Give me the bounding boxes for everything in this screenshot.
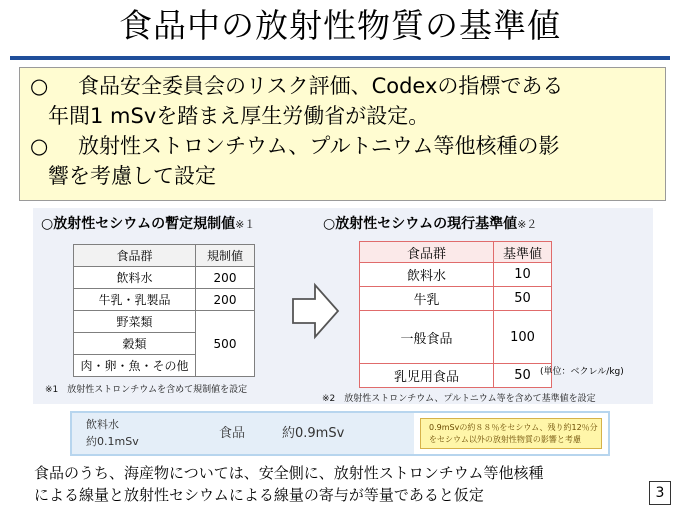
- table-header-row: [74, 245, 255, 267]
- table-row: [360, 287, 552, 311]
- dose-allocation-bar: [70, 411, 610, 456]
- col-header-value: 規制値: [196, 245, 255, 267]
- food-dose-value: 約0.9mSv: [282, 426, 345, 441]
- provisional-heading: [41, 213, 255, 233]
- footnote-mark: ※２: [517, 218, 538, 231]
- provisional-heading-text: ○放射性セシウムの暫定規制値: [41, 216, 236, 232]
- unit-label: (単位：ベクレル/kg): [540, 367, 624, 377]
- note-line: をセシウム以外の放射性物質の影響と考慮: [429, 435, 581, 444]
- statement-line: 食品のうち、海産物については、安全側に、放射性ストロンチウム等他核種: [34, 464, 544, 482]
- food-name: 穀類: [74, 333, 196, 355]
- table-header-row: [360, 242, 552, 263]
- current-footnote: ※2 放射性ストロンチウム、プルトニウム等を含めて基準値を設定: [322, 394, 596, 404]
- summary-text: 食品安全委員会のリスク評価、Codexの指標である: [78, 74, 564, 98]
- footnote-mark: ※１: [235, 218, 256, 231]
- limit-value: 50: [494, 364, 552, 388]
- water-dose-label: 飲料水: [86, 418, 119, 431]
- summary-text: 年間1 mSvを踏まえ厚生労働省が設定。: [48, 104, 430, 128]
- limit-value: 500: [196, 311, 255, 377]
- provisional-table: [73, 244, 255, 377]
- food-name: 野菜類: [74, 311, 196, 333]
- food-name: 一般食品: [360, 311, 494, 364]
- limit-value: 200: [196, 289, 255, 311]
- page-number: 3: [649, 481, 671, 505]
- cesium-share-note: [420, 418, 602, 449]
- table-row: [74, 311, 255, 333]
- table-row: [74, 267, 255, 289]
- table-row: [360, 364, 552, 388]
- title-underline: [10, 56, 670, 60]
- bottom-statement: [34, 462, 544, 506]
- table-row: [360, 311, 552, 364]
- bullet-marker: ○: [30, 134, 49, 158]
- statement-line: による線量と放射性セシウムによる線量の寄与が等量であると仮定: [34, 486, 484, 504]
- summary-line-3: [30, 131, 655, 161]
- summary-text: 放射性ストロンチウム、プルトニウム等他核種の影: [78, 134, 560, 158]
- col-header-food: 食品群: [360, 242, 494, 263]
- slide-title: 食品中の放射性物質の基準値: [119, 6, 561, 45]
- provisional-footnote: ※1 放射性ストロンチウムを含めて規制値を設定: [45, 385, 248, 395]
- limit-value: 50: [494, 287, 552, 311]
- food-dose-label: 食品: [219, 426, 246, 441]
- bullet-marker: ○: [30, 74, 49, 98]
- food-name: 牛乳・乳製品: [74, 289, 196, 311]
- limit-value: 200: [196, 267, 255, 289]
- limit-value: 100: [494, 311, 552, 364]
- note-line: 0.9mSvの約８８％をセシウム、残り約12％分: [429, 423, 598, 432]
- food-name: 飲料水: [74, 267, 196, 289]
- col-header-value: 基準値: [494, 242, 552, 263]
- summary-line-2: [30, 101, 655, 131]
- food-name: 乳児用食品: [360, 364, 494, 388]
- water-dose-segment: [72, 413, 142, 454]
- food-name: 肉・卵・魚・その他: [74, 355, 196, 377]
- limit-value: 10: [494, 263, 552, 287]
- table-row: [360, 263, 552, 287]
- food-name: 飲料水: [360, 263, 494, 287]
- water-dose-value: 約0.1mSv: [86, 435, 139, 448]
- current-heading-text: ○放射性セシウムの現行基準値: [323, 216, 518, 232]
- col-header-food: 食品群: [74, 245, 196, 267]
- current-table: [359, 241, 552, 388]
- current-heading: [323, 213, 537, 233]
- right-arrow-icon: [291, 281, 341, 341]
- summary-line-4: [30, 161, 655, 191]
- summary-line-1: [30, 71, 655, 101]
- summary-box: [19, 67, 666, 201]
- food-name: 牛乳: [360, 287, 494, 311]
- food-dose-segment: [142, 413, 414, 454]
- table-row: [74, 289, 255, 311]
- summary-text: 響を考慮して設定: [48, 164, 216, 188]
